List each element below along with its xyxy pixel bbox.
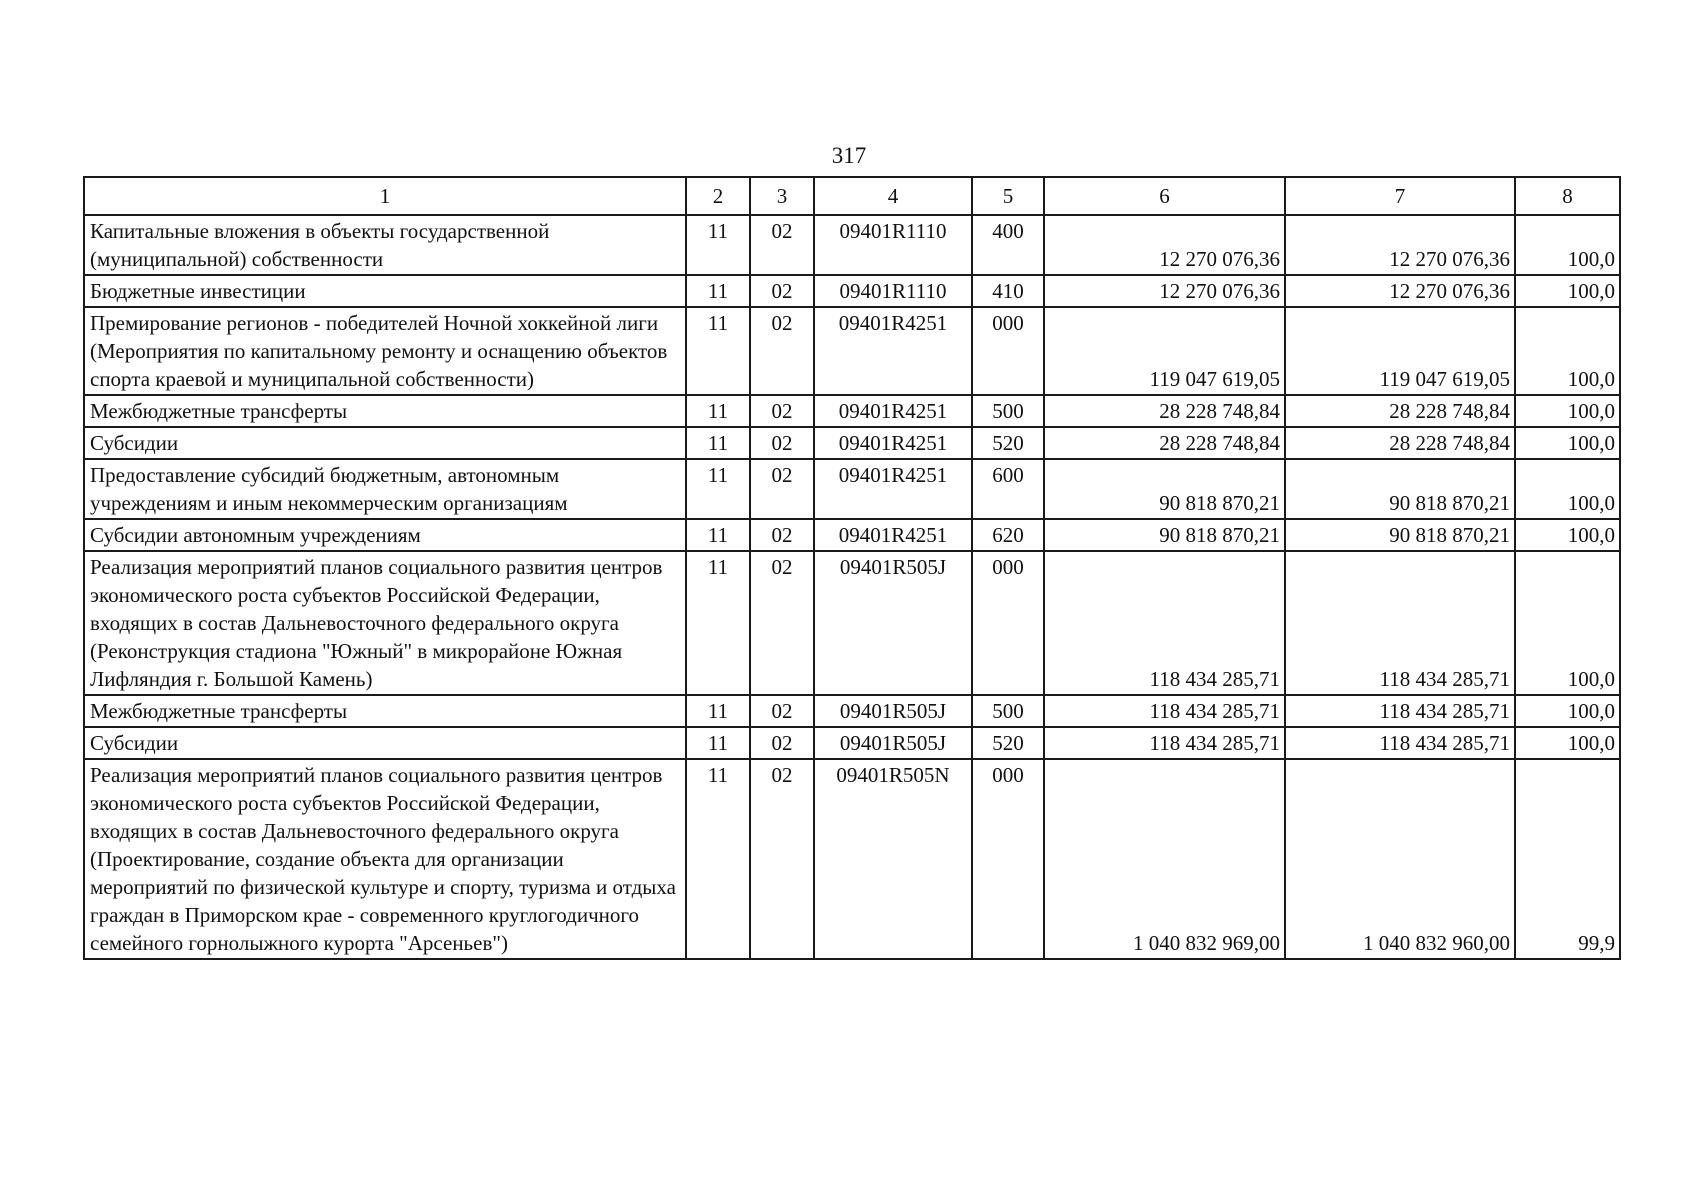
row-expense-type-cell: 000 bbox=[972, 307, 1044, 395]
row-planned-amount-cell: 118 434 285,71 bbox=[1044, 695, 1285, 727]
header-cell: 1 bbox=[84, 177, 686, 215]
row-subsection-cell: 02 bbox=[750, 459, 814, 519]
row-actual-amount-cell: 12 270 076,36 bbox=[1285, 215, 1515, 275]
table-row bbox=[84, 427, 1620, 459]
table-row bbox=[84, 215, 1620, 275]
header-cell: 4 bbox=[814, 177, 972, 215]
row-actual-amount-cell: 119 047 619,05 bbox=[1285, 307, 1515, 395]
header-cell: 6 bbox=[1044, 177, 1285, 215]
row-planned-amount-cell: 28 228 748,84 bbox=[1044, 395, 1285, 427]
header-cell: 2 bbox=[686, 177, 750, 215]
row-planned-amount-cell: 90 818 870,21 bbox=[1044, 519, 1285, 551]
page-number: 317 bbox=[831, 143, 867, 168]
row-section-cell: 11 bbox=[686, 551, 750, 695]
row-actual-amount-cell: 90 818 870,21 bbox=[1285, 459, 1515, 519]
row-subsection-cell: 02 bbox=[750, 215, 814, 275]
row-target-code-cell: 09401R505J bbox=[814, 551, 972, 695]
row-actual-amount-cell: 28 228 748,84 bbox=[1285, 427, 1515, 459]
row-subsection-cell: 02 bbox=[750, 551, 814, 695]
table-row bbox=[84, 727, 1620, 759]
row-percent-cell: 100,0 bbox=[1515, 727, 1620, 759]
row-planned-amount-cell: 118 434 285,71 bbox=[1044, 551, 1285, 695]
row-subsection-cell: 02 bbox=[750, 427, 814, 459]
row-expense-type-cell: 520 bbox=[972, 427, 1044, 459]
header-cell: 5 bbox=[972, 177, 1044, 215]
row-name-cell: Межбюджетные трансферты bbox=[84, 395, 686, 427]
header-cell: 7 bbox=[1285, 177, 1515, 215]
row-name-cell: Капитальные вложения в объекты государственной (муниципальной) собственности bbox=[84, 215, 686, 275]
row-section-cell: 11 bbox=[686, 215, 750, 275]
row-actual-amount-cell: 28 228 748,84 bbox=[1285, 395, 1515, 427]
row-actual-amount-cell: 118 434 285,71 bbox=[1285, 695, 1515, 727]
row-percent-cell: 100,0 bbox=[1515, 551, 1620, 695]
row-percent-cell: 100,0 bbox=[1515, 459, 1620, 519]
row-planned-amount-cell: 90 818 870,21 bbox=[1044, 459, 1285, 519]
row-subsection-cell: 02 bbox=[750, 395, 814, 427]
row-actual-amount-cell: 12 270 076,36 bbox=[1285, 275, 1515, 307]
row-subsection-cell: 02 bbox=[750, 727, 814, 759]
row-name-cell: Реализация мероприятий планов социального развития центров экономического роста субъектов Российской Федерации, входящих в состав Дальневосточного федерального округа (Реконструкция стадиона "Южный" в микрорайоне Южная Лифляндия г. Большой Камень) bbox=[84, 551, 686, 695]
row-section-cell: 11 bbox=[686, 459, 750, 519]
row-subsection-cell: 02 bbox=[750, 275, 814, 307]
row-target-code-cell: 09401R4251 bbox=[814, 519, 972, 551]
row-target-code-cell: 09401R505N bbox=[814, 759, 972, 959]
row-name-cell: Межбюджетные трансферты bbox=[84, 695, 686, 727]
row-actual-amount-cell: 118 434 285,71 bbox=[1285, 727, 1515, 759]
row-name-cell: Субсидии автономным учреждениям bbox=[84, 519, 686, 551]
table-row bbox=[84, 519, 1620, 551]
row-percent-cell: 100,0 bbox=[1515, 307, 1620, 395]
row-percent-cell: 99,9 bbox=[1515, 759, 1620, 959]
row-actual-amount-cell: 1 040 832 960,00 bbox=[1285, 759, 1515, 959]
row-section-cell: 11 bbox=[686, 427, 750, 459]
row-percent-cell: 100,0 bbox=[1515, 395, 1620, 427]
row-target-code-cell: 09401R4251 bbox=[814, 307, 972, 395]
row-name-cell: Бюджетные инвестиции bbox=[84, 275, 686, 307]
row-percent-cell: 100,0 bbox=[1515, 519, 1620, 551]
row-expense-type-cell: 600 bbox=[972, 459, 1044, 519]
table-row bbox=[84, 275, 1620, 307]
table-header-row bbox=[84, 177, 1620, 215]
row-section-cell: 11 bbox=[686, 307, 750, 395]
row-name-cell: Реализация мероприятий планов социального развития центров экономического роста субъектов Российской Федерации, входящих в состав Дальневосточного федерального округа (Проектирование, создание объекта для организации мероприятий по физической культуре и спорту, туризма и отдыха граждан в Приморском крае - современного круглогодичного семейного горнолыжного курорта "Арсеньев") bbox=[84, 759, 686, 959]
row-section-cell: 11 bbox=[686, 395, 750, 427]
row-section-cell: 11 bbox=[686, 695, 750, 727]
row-percent-cell: 100,0 bbox=[1515, 695, 1620, 727]
table-row bbox=[84, 459, 1620, 519]
row-target-code-cell: 09401R4251 bbox=[814, 395, 972, 427]
row-planned-amount-cell: 28 228 748,84 bbox=[1044, 427, 1285, 459]
row-expense-type-cell: 000 bbox=[972, 551, 1044, 695]
table-row bbox=[84, 551, 1620, 695]
row-expense-type-cell: 500 bbox=[972, 395, 1044, 427]
row-subsection-cell: 02 bbox=[750, 519, 814, 551]
row-expense-type-cell: 400 bbox=[972, 215, 1044, 275]
row-target-code-cell: 09401R505J bbox=[814, 727, 972, 759]
row-section-cell: 11 bbox=[686, 759, 750, 959]
row-expense-type-cell: 000 bbox=[972, 759, 1044, 959]
row-target-code-cell: 09401R505J bbox=[814, 695, 972, 727]
row-actual-amount-cell: 118 434 285,71 bbox=[1285, 551, 1515, 695]
table-row bbox=[84, 759, 1620, 959]
table-row bbox=[84, 695, 1620, 727]
row-section-cell: 11 bbox=[686, 519, 750, 551]
row-expense-type-cell: 620 bbox=[972, 519, 1044, 551]
row-subsection-cell: 02 bbox=[750, 695, 814, 727]
row-target-code-cell: 09401R1110 bbox=[814, 275, 972, 307]
row-planned-amount-cell: 118 434 285,71 bbox=[1044, 727, 1285, 759]
row-target-code-cell: 09401R4251 bbox=[814, 427, 972, 459]
row-subsection-cell: 02 bbox=[750, 759, 814, 959]
table-row bbox=[84, 395, 1620, 427]
row-percent-cell: 100,0 bbox=[1515, 215, 1620, 275]
header-cell: 8 bbox=[1515, 177, 1620, 215]
row-subsection-cell: 02 bbox=[750, 307, 814, 395]
row-expense-type-cell: 410 bbox=[972, 275, 1044, 307]
row-expense-type-cell: 500 bbox=[972, 695, 1044, 727]
row-target-code-cell: 09401R1110 bbox=[814, 215, 972, 275]
row-expense-type-cell: 520 bbox=[972, 727, 1044, 759]
row-planned-amount-cell: 1 040 832 969,00 bbox=[1044, 759, 1285, 959]
row-percent-cell: 100,0 bbox=[1515, 427, 1620, 459]
row-actual-amount-cell: 90 818 870,21 bbox=[1285, 519, 1515, 551]
row-section-cell: 11 bbox=[686, 727, 750, 759]
header-cell: 3 bbox=[750, 177, 814, 215]
row-section-cell: 11 bbox=[686, 275, 750, 307]
row-planned-amount-cell: 12 270 076,36 bbox=[1044, 215, 1285, 275]
row-name-cell: Субсидии bbox=[84, 427, 686, 459]
row-target-code-cell: 09401R4251 bbox=[814, 459, 972, 519]
row-planned-amount-cell: 119 047 619,05 bbox=[1044, 307, 1285, 395]
row-percent-cell: 100,0 bbox=[1515, 275, 1620, 307]
row-planned-amount-cell: 12 270 076,36 bbox=[1044, 275, 1285, 307]
row-name-cell: Предоставление субсидий бюджетным, автономным учреждениям и иным некоммерческим организациям bbox=[84, 459, 686, 519]
table-row bbox=[84, 307, 1620, 395]
budget-table bbox=[83, 176, 1621, 960]
row-name-cell: Субсидии bbox=[84, 727, 686, 759]
row-name-cell: Премирование регионов - победителей Ночной хоккейной лиги (Мероприятия по капитальному ремонту и оснащению объектов спорта краевой и муниципальной собственности) bbox=[84, 307, 686, 395]
